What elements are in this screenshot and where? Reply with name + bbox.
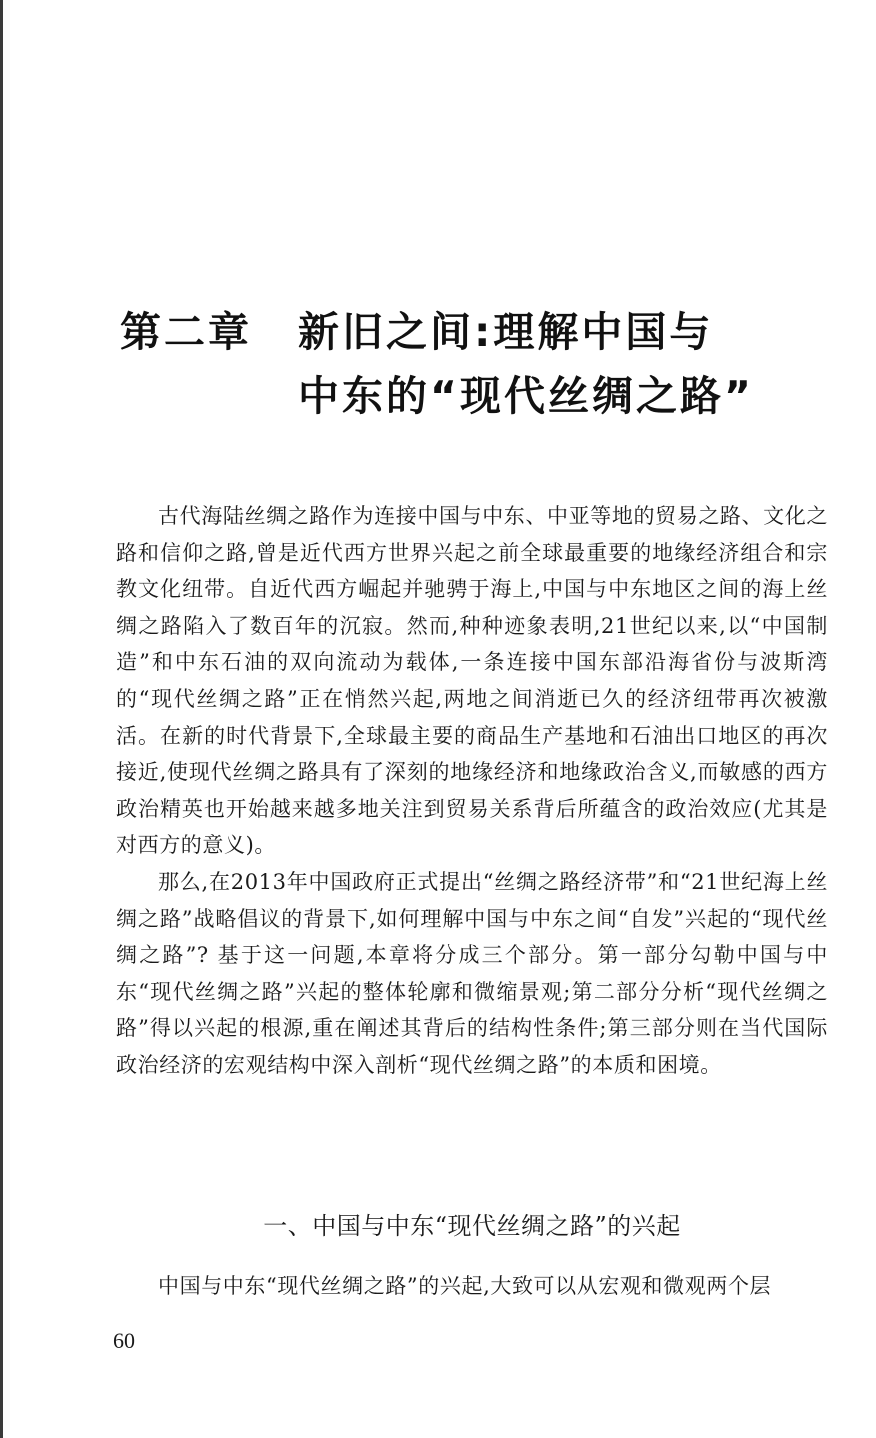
chapter-title-line-1: [120, 300, 820, 364]
chapter-number: 第二章: [120, 308, 252, 356]
paragraph-1: 古代海陆丝绸之路作为连接中国与中东、中亚等地的贸易之路、文化之路和信仰之路,曾是近代西方世界兴起之前全球最重要的地缘经济组合和宗教文化纽带。自近代西方崛起并驰骋于海上,中国与中东地区之间的海上丝绸之路陷入了数百年的沉寂。然而,种种迹象表明,21世纪以来,以“中国制造”和中东石油的双向流动为载体,一条连接中国东部沿海省份与波斯湾的“现代丝绸之路”正在悄然兴起,两地之间消逝已久的经济纽带再次被激活。在新的时代背景下,全球最主要的商品生产基地和石油出口地区的再次接近,使现代丝绸之路具有了深刻的地缘经济和地缘政治含义,而敏感的西方政治精英也开始越来越多地关注到贸易关系背后所蕴含的政治效应(尤其是对西方的意义)。: [116, 504, 828, 858]
chapter-title-text-1: 新旧之间:理解中国与: [298, 308, 714, 356]
section-heading: 一、中国与中东“现代丝绸之路”的兴起: [263, 1212, 681, 1240]
chapter-title-line-2: 中东的“现代丝绸之路”: [298, 372, 754, 420]
page-binding-edge: [0, 0, 3, 1438]
page-number: 60: [113, 1328, 135, 1353]
paragraph-3: 中国与中东“现代丝绸之路”的兴起,大致可以从宏观和微观两个层: [158, 1274, 772, 1298]
chapter-title: [120, 300, 820, 428]
chapter-body: [116, 498, 828, 1084]
paragraph-2: 那么,在2013年中国政府正式提出“丝绸之路经济带”和“21世纪海上丝绸之路”战略倡议的背景下,如何理解中国与中东之间“自发”兴起的“现代丝绸之路”? 基于这一问题,本章将分成三个部分。第一部分勾勒中国与中东“现代丝绸之路”兴起的整体轮廓和微缩景观;第二部分分析“现代丝绸之路”得以兴起的根源,重在阐述其背后的结构性条件;第三部分则在当代国际政治经济的宏观结构中深入剖析“现代丝绸之路”的本质和困境。: [116, 869, 828, 1077]
